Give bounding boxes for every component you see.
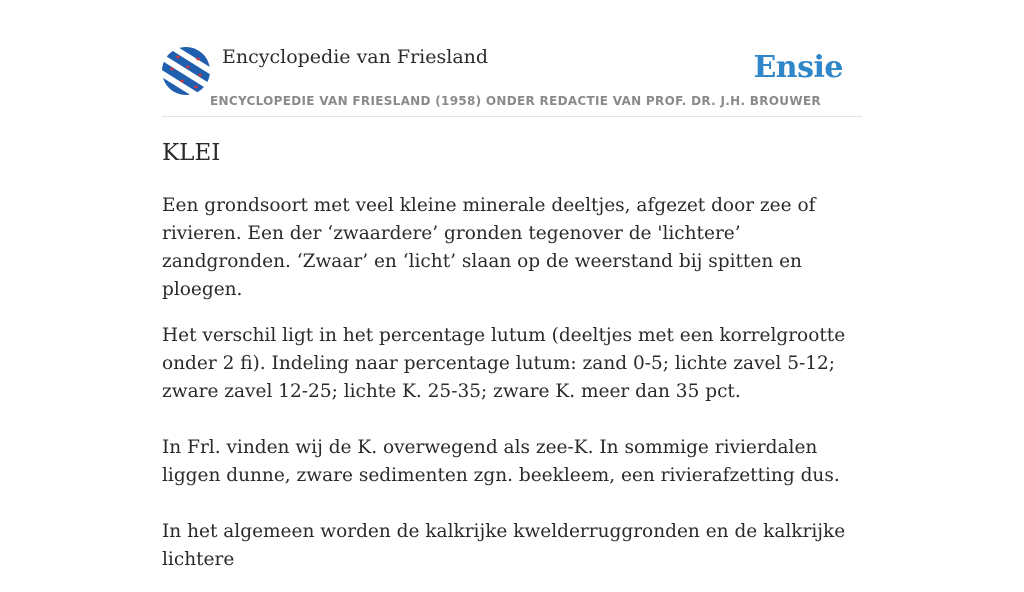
frisian-flag-icon[interactable]: [162, 47, 210, 95]
article-paragraph: In het algemeen worden de kalkrijke kwelderruggronden en de kalkrijke lichtere: [162, 521, 846, 570]
site-header: [162, 44, 862, 117]
site-title[interactable]: Encyclopedie van Friesland: [222, 46, 489, 68]
site-subtitle: ENCYCLOPEDIE VAN FRIESLAND (1958) ONDER REDACTIE VAN PROF. DR. J.H. BROUWER: [210, 94, 821, 108]
ensie-logo[interactable]: Ensie: [753, 50, 843, 85]
article-paragraph: Een grondsoort met veel kleine minerale deeltjes, afgezet door zee of rivieren. Een der ‘zwaardere’ gronden tegenover de 'lichtere’ zandgronden. ‘Zwaar’ en ‘licht’ slaan op de weerstand bij spitten en ploegen.: [162, 195, 816, 300]
article-paragraph: In Frl. vinden wij de K. overwegend als zee-K. In sommige rivierdalen liggen dunne, zware sedimenten zgn. beekleem, een rivierafzetting dus.: [162, 437, 840, 486]
article-paragraph: Het verschil ligt in het percentage lutum (deeltjes met een korrelgrootte onder 2 fi). Indeling naar percentage lutum: zand 0-5; lichte zavel 5-12; zware zavel 12-25; lichte K. 25-35; zware K. meer dan 35 pct.: [162, 325, 846, 402]
article-body: [162, 192, 862, 592]
article-title: KLEI: [162, 140, 221, 166]
